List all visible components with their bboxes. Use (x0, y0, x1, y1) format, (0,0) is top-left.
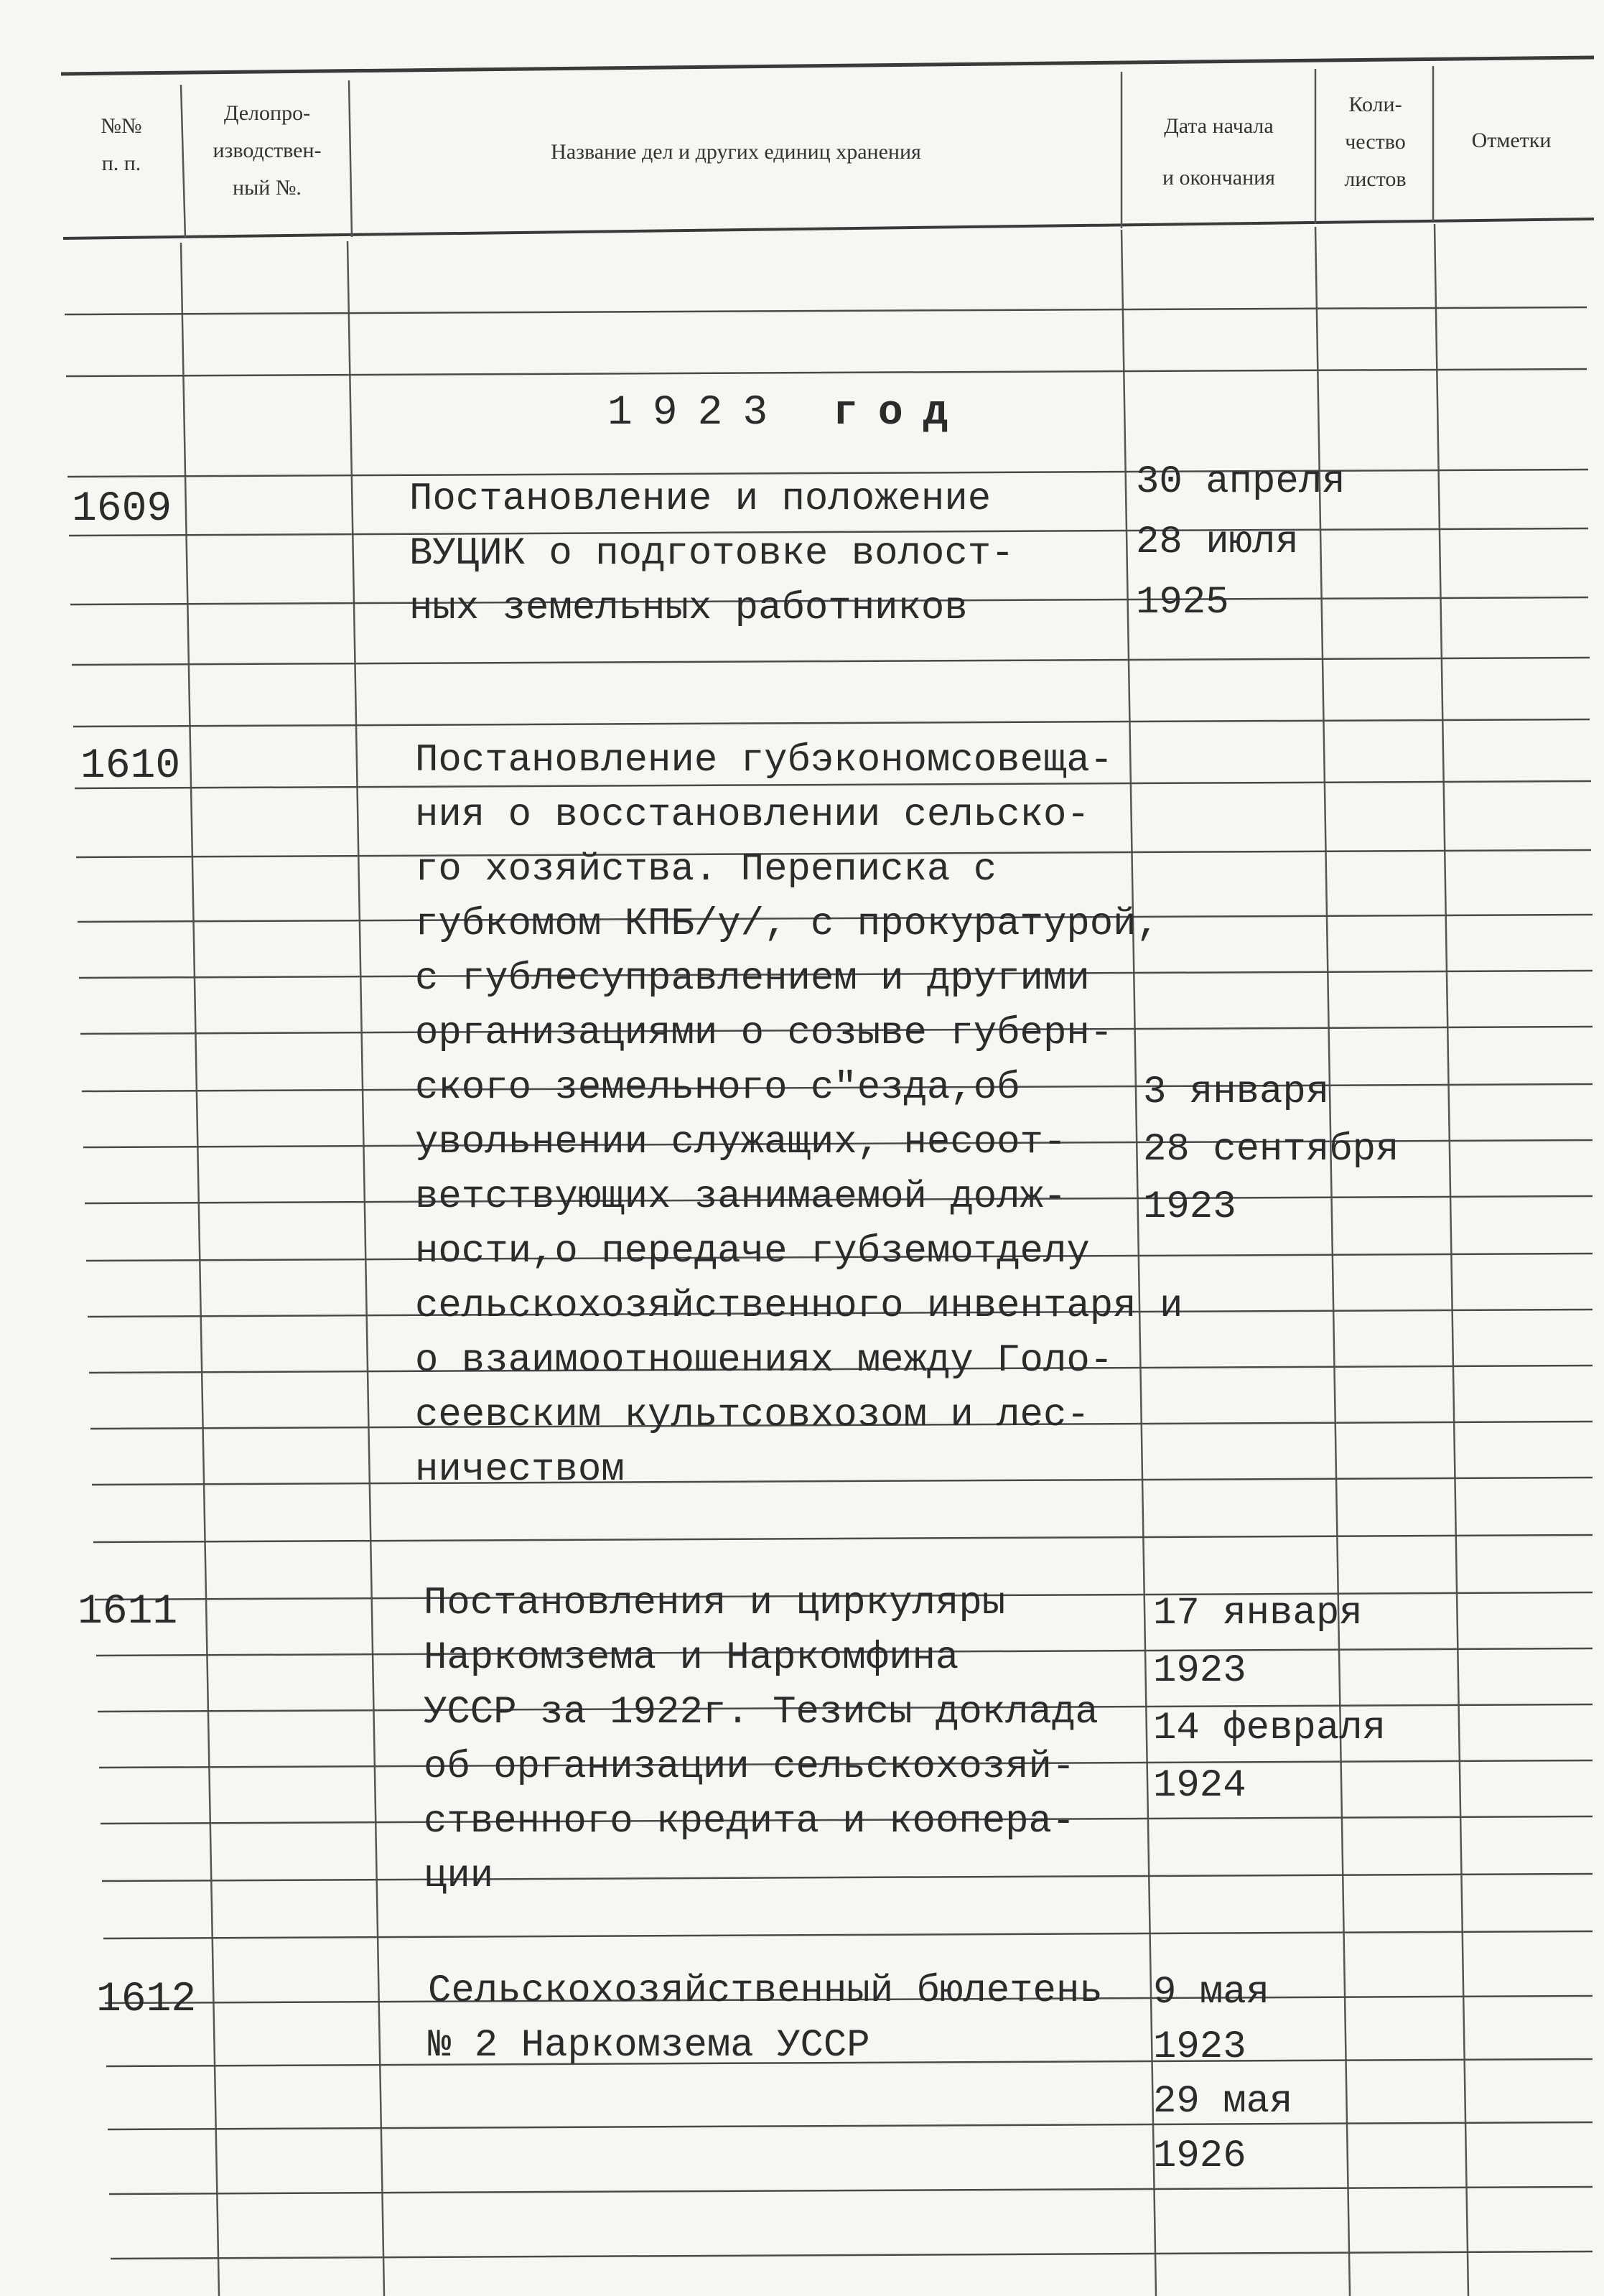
record-number: 1612 (96, 1977, 197, 2023)
record-title: Сельскохозяйственный бюлетень № 2 Наркомзема УССР (428, 1969, 1103, 2068)
header-col-dates: Дата начала и окончания (1162, 114, 1275, 190)
header-col-notes: Отметки (1471, 129, 1552, 152)
record-number: 1609 (72, 486, 172, 533)
header-col-office-number: Делопро- изводствен- ный №. (213, 101, 322, 200)
section-year-word: год (833, 390, 969, 437)
record-title: Постановление губэкономсовеща- ния о восстановлении сельско- го хозяйства. Переписка с губкомом КПБ/у/, с прокуратурой, с гублесуправлением и другими организациями о созыве губерн- ского земельного с"езда,об увольнении служащих, несоот- ветствующих занимаемой долж- ности,о передаче губземотделу сельскохозяйственного инвентаря и о взаимоотношениях между Голо- сеевским культсовхозом и лес- ничеством (415, 739, 1183, 1492)
record-number: 1610 (80, 743, 181, 790)
record-dates: 3 января 28 сентября 1923 (1143, 1070, 1399, 1229)
header-col-title: Название дел и других единиц хранения (551, 140, 921, 164)
record-number: 1611 (78, 1589, 178, 1635)
section-year-heading (607, 386, 968, 441)
record-title: Постановления и циркуляры Наркомзема и Наркомфина УССР за 1922г. Тезисы доклада об организации сельскохозяй- ственного кредита и коопера- ции (424, 1582, 1099, 1898)
header-col-number: №№ п. п. (101, 114, 142, 175)
section-year-number: 1923 (607, 390, 788, 437)
header-col-sheet-count: Коли- чество листов (1344, 93, 1407, 191)
record-dates: 30 апреля 28 июля 1925 (1136, 460, 1346, 625)
record-title: Постановление и положение ВУЦИК о подготовке волост- ных земельных работников (409, 477, 1015, 630)
record-dates: 17 января 1923 14 февраля 1924 (1153, 1592, 1386, 1808)
record-dates: 9 мая 1923 29 мая 1926 (1153, 1971, 1293, 2178)
